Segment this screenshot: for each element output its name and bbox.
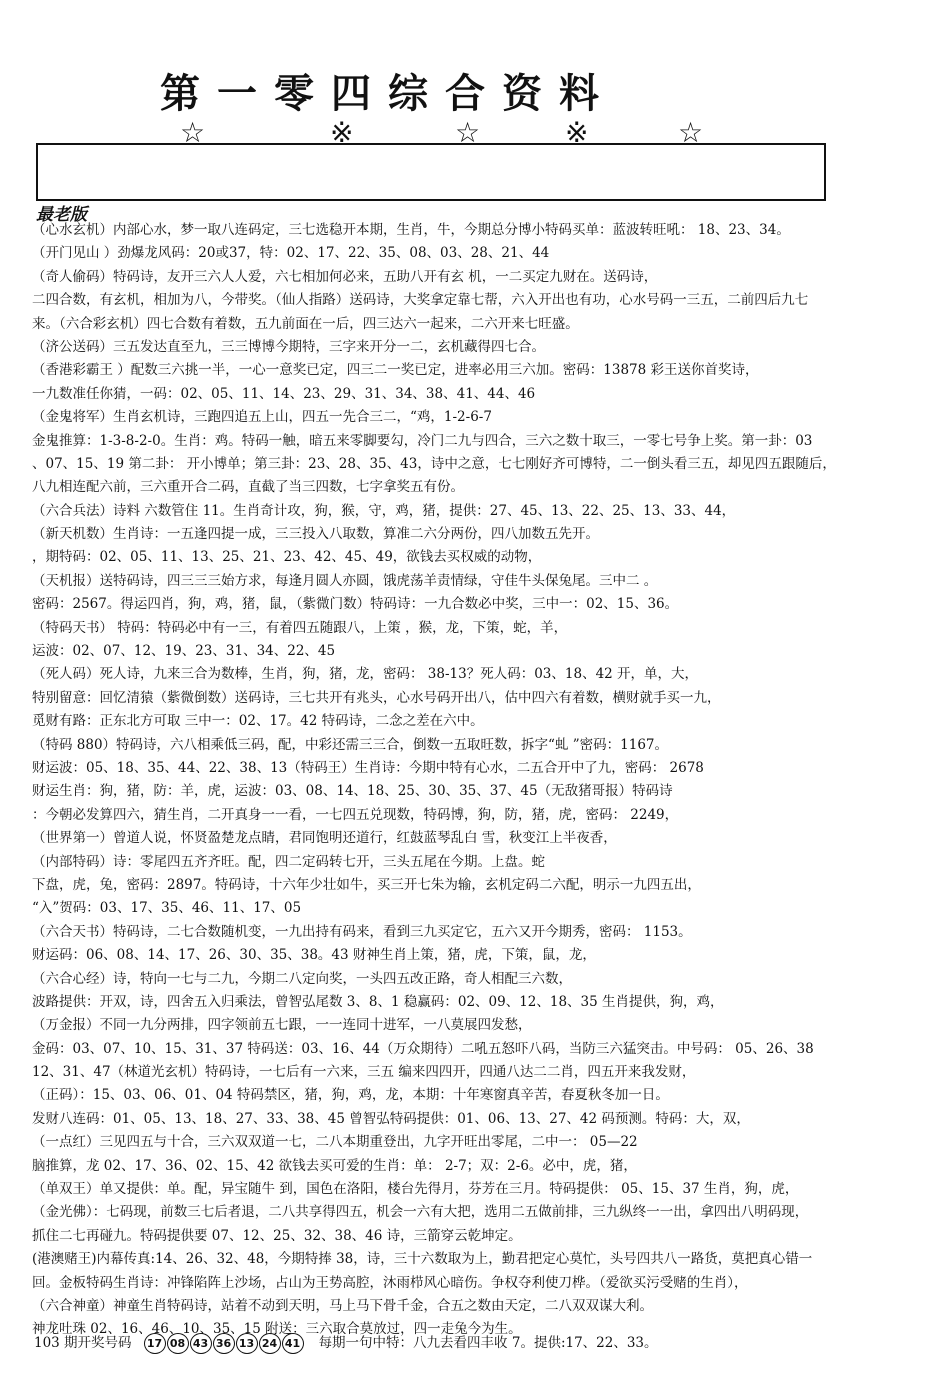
content-line: 脑推算，龙 02、17、36、02、15、42 欲钱去买可爱的生肖：单： 2-7；双：2-6。必中，虎，猪， — [32, 1157, 637, 1174]
content-line: 12、31、47（林道光玄机）特码诗，一七后有一六来，三五 编来四四开，四通八达二二肖，四五开来我发财， — [32, 1064, 696, 1081]
edition-label: 最老版 — [36, 205, 87, 225]
content-line: （香港彩霸王 ）配数三六挑一半，一心一意奖已定，四三二一奖已定，进率必用三六加。密码：13878 彩王送你首奖诗， — [32, 362, 759, 379]
content-line: （万金报）不同一九分两排，四字领前五七跟，一一连同十进军，一八莫展四发愁， — [32, 1017, 532, 1034]
content-line: （正码）：15、03、06、01、04 特码禁区，猪，狗，鸡，龙，本期：十年寒窗真辛苦，春夏秋冬加一日。 — [32, 1087, 669, 1104]
content-line: 财运生肖：狗，猪，防：羊，虎，运波：03、08、14、18、25、30、35、37、45（无敌猪哥报）特码诗 — [32, 783, 673, 800]
content-line: 八九相连配六前，三六重开合二码，直截了当三四数，七字拿奖五有份。 — [32, 479, 464, 496]
content-body — [32, 219, 944, 1342]
content-line: 、07、15、19 第二卦： 开小博单；第三卦：23、28、35、43，诗中之意，七七刚好齐可博特，二一倒头看三五，却见四五跟随后， — [32, 455, 836, 472]
content-line: （金鬼将军）生肖玄机诗，三跑四追五上山，四五一先合三二，“鸡，1-2-6-7 — [32, 409, 492, 426]
content-line: 密码：2567。得运四肖，狗，鸡，猪，鼠，（紫微门数）特码诗：一九合数必中奖，三中一：02、15、36。 — [32, 596, 679, 613]
content-line: （开门见山 ）劲爆龙风码：20或37，特：02、17、22、35、08、03、28、21、44 — [32, 245, 550, 262]
draw-label: 103 期开奖号码 — [34, 1335, 132, 1351]
draw-number-balls — [144, 1333, 305, 1354]
content-line: （奇人偷码）特码诗，友开三六人人爱，六七相加何必来，五助八开有玄 机，一二买定九财在。送码诗， — [32, 268, 658, 285]
content-line: 波路提供：开双，诗，四舍五入归乘法，曾智弘尾数 3、8、1 稳赢码：02、09、12、18、35 生肖提供，狗，鸡， — [32, 993, 724, 1010]
content-line: 发财八连码：01、05、13、18、27、33、38、45 曾智弘特码提供：01、06、13、27、42 码预测。特码：大，双， — [32, 1110, 750, 1127]
content-line: 运波：02、07、12、19、23、31、34、22、45 — [32, 643, 336, 660]
blank-banner-box — [36, 143, 826, 201]
content-line: （金光佛）：七码现，前数三七后者退，二八共享得四五，机会一六有大把，选用二五做前排，三九纵终一一出，拿四出八明码现， — [32, 1204, 809, 1221]
draw-tail-text: 每期一句中特：八九去看四丰收 7。提供:17、22、33。 — [318, 1335, 658, 1351]
content-line: （济公送码）三五发达直至九，三三博博今期特，三字来开分一二，玄机藏得四七合。 — [32, 338, 545, 355]
draw-results-row — [34, 1332, 658, 1354]
star-icon: ☆ — [180, 116, 206, 149]
draw-number-ball: 17 — [144, 1333, 166, 1354]
content-line: 金鬼推算：1-3-8-2-0。生肖：鸡。特码一触，暗五来零脚要勾，冷门二九与四合，三六之数十取三，一零七号争上奖。第一卦：03 — [32, 432, 813, 449]
content-line: 特别留意：回忆清猿（紫微倒数）送码诗，三七共开有兆头，心水号码开出八，估中四六有着数，横财就手买一九， — [32, 689, 721, 706]
content-line: （六合兵法）诗料 六数管住 11。生肖奇计攻，狗，猴，守，鸡，猪，提供：27、45、13、22、25、13、33、44， — [32, 502, 736, 519]
content-line: 觅财有路：正东北方可取 三中一：02、17。42 特码诗，二念之差在六中。 — [32, 713, 484, 730]
content-line: (港澳赌王)内幕传真:14、26、32、48，今期特捧 38，诗，三十六数取为上，勤君把定心莫忙，头号四共八一路货，莫把真心错一 — [32, 1251, 813, 1268]
content-line: （六合神童）神童生肖特码诗，站着不动到天明，马上马下骨千金，合五之数由天定，二八双双谋大利。 — [32, 1297, 653, 1314]
content-line: ，期特码：02、05、11、13、25、21、23、42、45、49，欲钱去买权威的动物， — [32, 549, 542, 566]
content-line: （特码 880）特码诗，六八相乘低三码，配，中彩还需三三合，倒数一五取旺数，拆字“虬 ”密码：1167。 — [32, 736, 669, 753]
star-icon: ☆ — [678, 116, 704, 149]
content-line: （一点红）三见四五与十合，三六双双道一七，二八本期重登出，九字开旺出零尾，二中一： 05—22 — [32, 1134, 638, 1151]
content-line: （世界第一）曾道人说，怀贤盈楚龙点睛，君同饱明还道行，红鼓蓝琴乱白 雪，秋变江上半夜香， — [32, 830, 617, 847]
content-line: （单双王）单又提供：单。配，异宝随牛 到，国色在洛阳，楼台先得月，芬芳在三月。特码提供： 05、15、37 生肖，狗，虎， — [32, 1181, 799, 1198]
content-line: 财运波：05、18、35、44、22、38、13（特码王）生肖诗：今期中特有心水，二五合开中了九，密码： 2678 — [32, 759, 704, 776]
content-line: （特码天书） 特码：特码必中有一三，有着四五随跟八，上策 ，猴，龙，下策，蛇，羊， — [32, 619, 568, 636]
content-line: 抓住二七再碰九。特码提供要 07、12、25、32、38、46 诗，三箭穿云乾坤定。 — [32, 1227, 522, 1244]
draw-number-ball: 41 — [282, 1333, 304, 1354]
content-line: 来。（六合彩玄机）四七合数有着数，五九前面在一后，四三达六一起来，二六开来七旺盛。 — [32, 315, 579, 332]
page-title: 第一零四综合资料 — [160, 70, 616, 117]
content-line: 神龙吐珠 02、16、46、10、35、15 附送：三六取合莫放过，四一走兔今为生。 — [32, 1321, 522, 1338]
draw-number-ball: 13 — [236, 1333, 258, 1354]
content-line: （死人码）死人诗，九来三合为数棒，生肖，狗，猪，龙，密码： 38-13？死人码：03、18、42 开，单，大， — [32, 666, 699, 683]
star-icon: ☆ — [455, 116, 481, 149]
draw-number-ball: 43 — [190, 1333, 212, 1354]
content-line: （六合心经）诗，特向一七与二九，今期二八定向奖，一头四五改正路，奇人相配三六数， — [32, 970, 572, 987]
content-line: 金码：03、07、10、15、31、37 特码送：03、16、44（万众期待）二吼五怒吓八码，当防三六猛突击。中号码： 05、26、38 — [32, 1040, 814, 1057]
content-line: （天机报）送特码诗，四三三三始方求，每逢月圆人亦圆，饿虎荡羊责情绿，守佳牛头保兔尾。三中二 。 — [32, 572, 658, 589]
content-line: 二四合数，有玄机，相加为八，今带奖。（仙人指路）送码诗，大奖拿定靠七帮，六入开出也有功，心水号码一三五，二前四后九七 — [32, 292, 809, 309]
content-line: 一九数准任你猜，一码：02、05、11、14、23、29、31、34、38、41、44、46 — [32, 385, 536, 402]
content-line: “入”贺码：03、17、35、46、11、17、05 — [32, 900, 302, 917]
content-line: （内部特码）诗：零尾四五齐齐旺。配，四二定码转七开，三头五尾在今期。上盘。蛇 — [32, 853, 545, 870]
content-line: 回。金板特码生肖诗：冲锋陷阵上沙场，占山为王势高腔，沐雨栉风心暗伤。争权夺利使刀桦。（爱欲买污受赌的生肖）， — [32, 1274, 748, 1291]
draw-number-ball: 36 — [213, 1333, 235, 1354]
content-line: 财运码：06、08、14、17、26、30、35、38。43 财神生肖上策，猪，虎，下策，鼠，龙， — [32, 947, 596, 964]
draw-number-ball: 24 — [259, 1333, 281, 1354]
content-line: ：今朝必发算四六，猜生肖，二开真身一一看，一七四五兑现数，特码博，狗，防，猪，虎，密码： 2249， — [32, 806, 679, 823]
content-line: 下盘，虎，兔，密码：2897。特码诗，十六年少壮如牛，买三开七朱为输，玄机定码二六配，明示一九四五出， — [32, 876, 701, 893]
content-line: （新天机数）生肖诗：一五逢四提一成，三三投入八取数，算准二六分两份，四八加数五先开。 — [32, 526, 599, 543]
draw-number-ball: 08 — [167, 1333, 189, 1354]
content-line: （六合天书）特码诗，二七合数随机变，一九出持有码来，看到三九买定它，五六又开今期秀，密码： 1153。 — [32, 923, 692, 940]
content-line: （心水玄机）内部心水，梦一取八连码定，三七选稳开本期，生肖，牛，今期总分博小特码买单：蓝波转旺吼： 18、23、34。 — [32, 222, 790, 238]
reference-mark-icon: ※ — [565, 116, 589, 149]
reference-mark-icon: ※ — [330, 116, 354, 149]
